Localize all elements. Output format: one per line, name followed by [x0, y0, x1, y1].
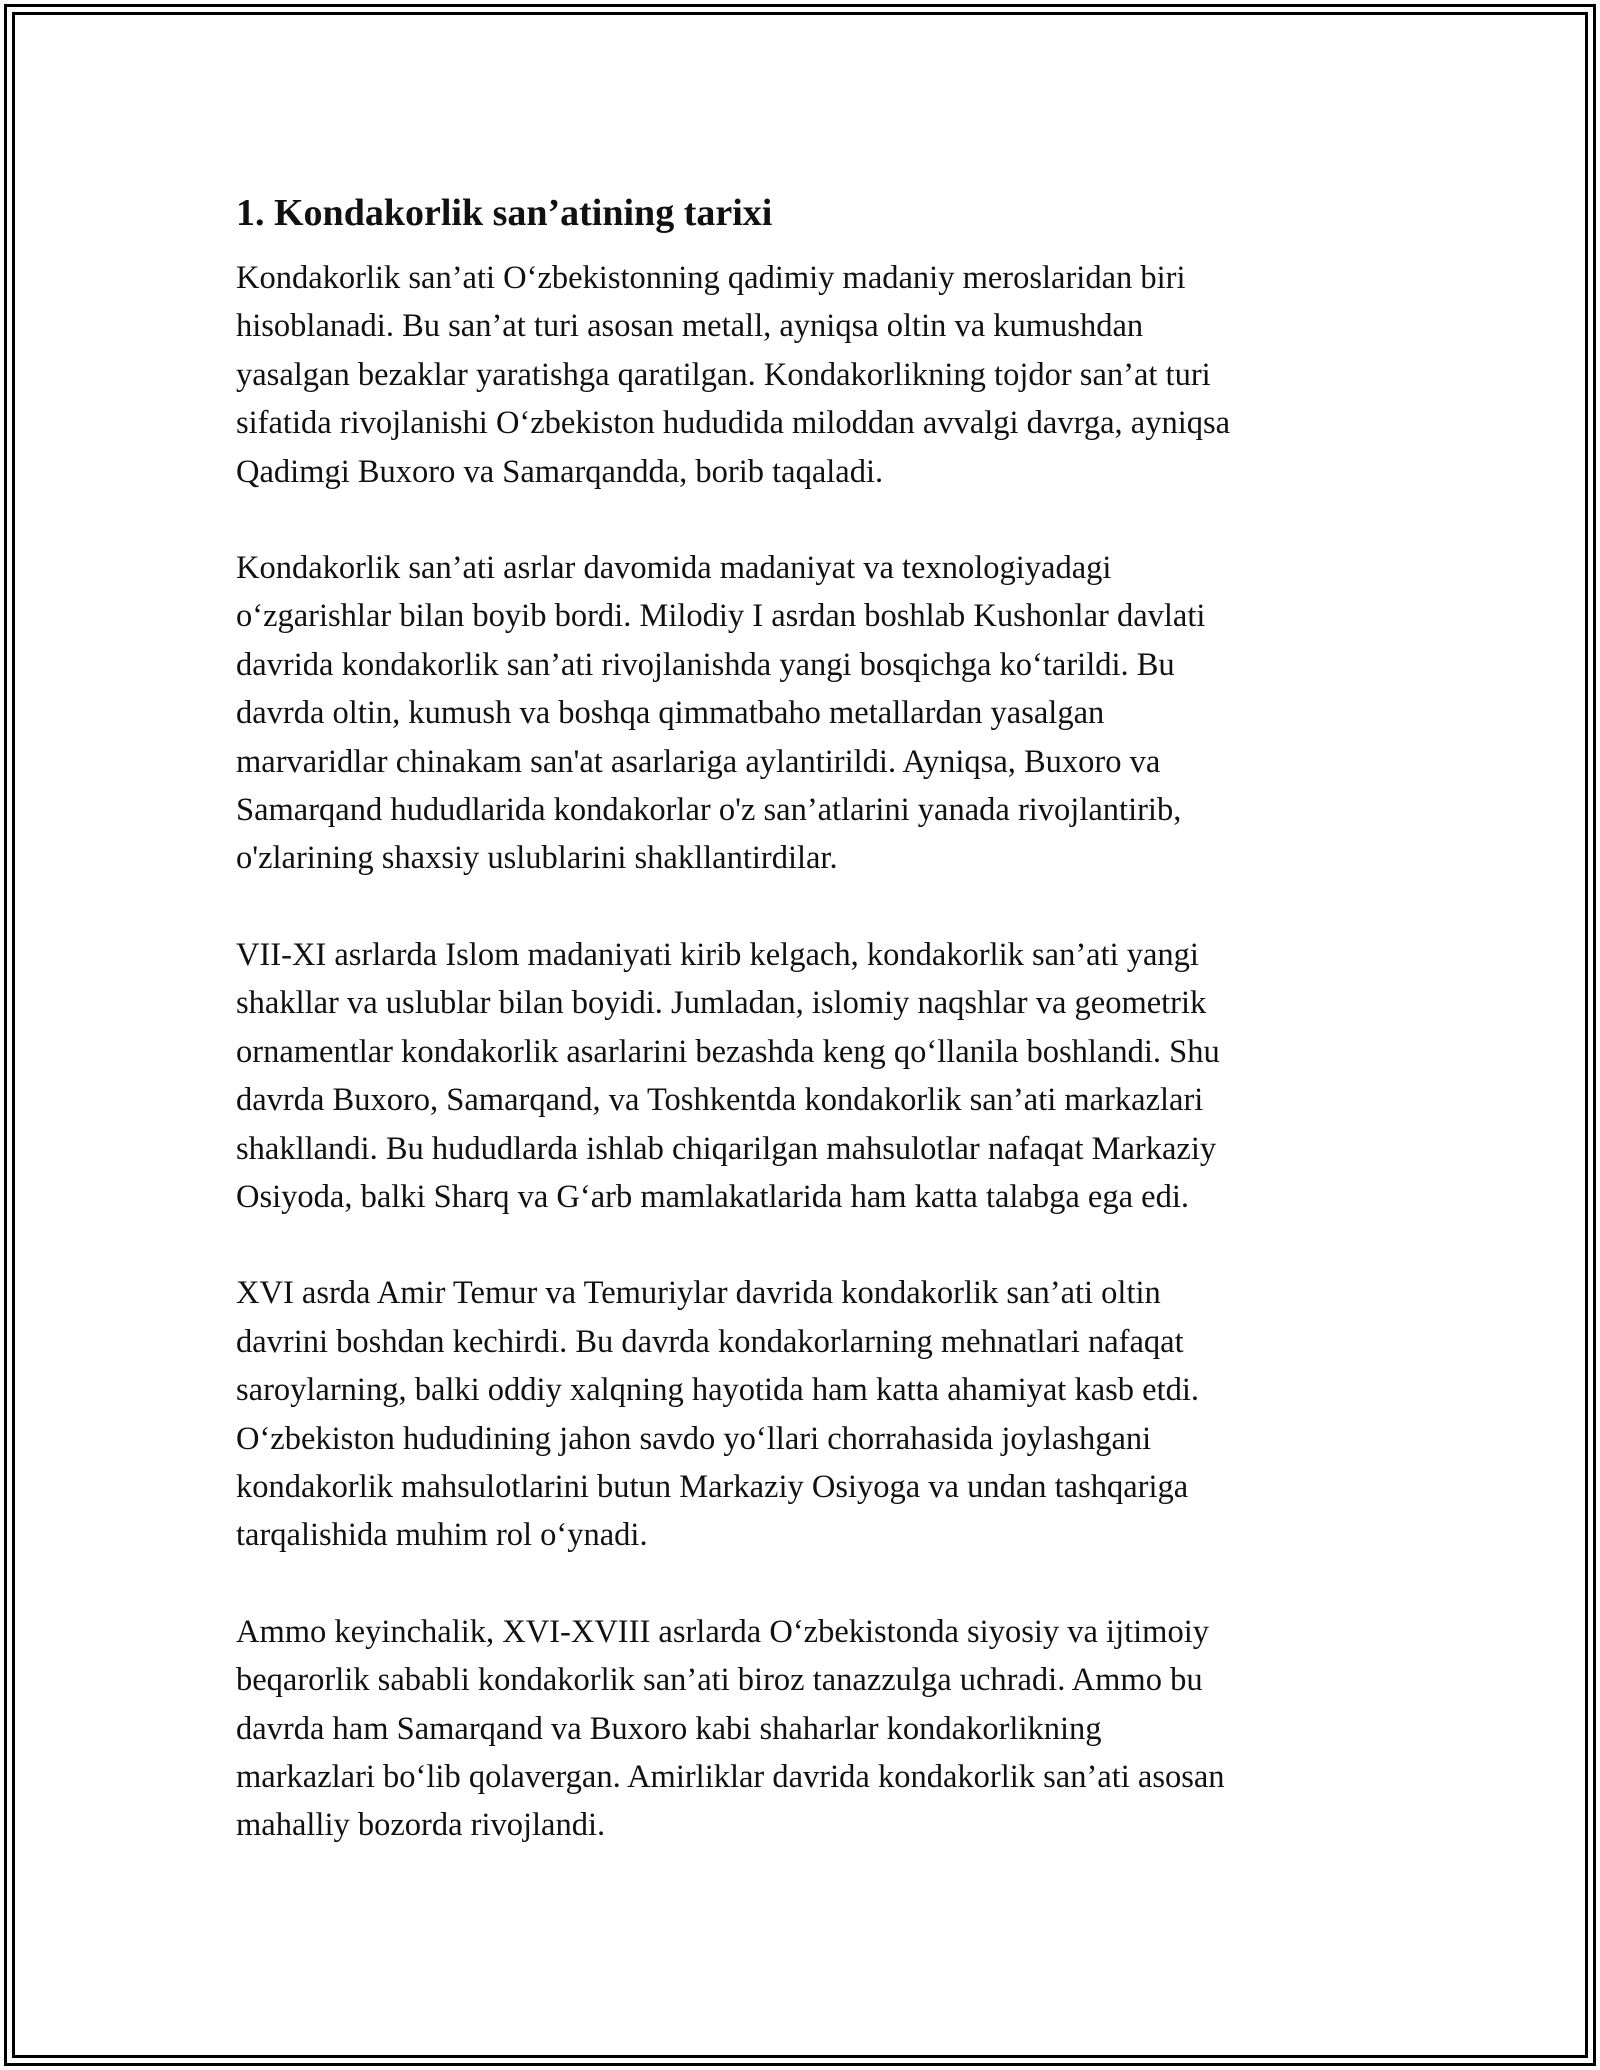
text-line: kondakorlik mahsulotlarini butun Markaziy Osiyoga va undan tashqariga — [236, 1468, 1189, 1505]
text-line: mahalliy bozorda rivojlandi. — [236, 1807, 606, 1844]
text-line: marvaridlar chinakam san'at asarlariga aylantirildi. Ayniqsa, Buxoro va — [236, 743, 1161, 780]
text-line: tarqalishida muhim rol o‘ynadi. — [236, 1517, 648, 1554]
text-line: shakllar va uslublar bilan boyidi. Jumladan, islomiy naqshlar va geometrik — [236, 985, 1207, 1022]
text-line: davrda ham Samarqand va Buxoro kabi shaharlar kondakorlikning — [236, 1710, 1102, 1747]
text-line: sifatida rivojlanishi O‘zbekiston hududida miloddan avvalgi davrga, ayniqsa — [236, 405, 1231, 442]
text-line: davrida kondakorlik san’ati rivojlanishda yangi bosqichga ko‘tarildi. Bu — [236, 646, 1175, 683]
paragraph-1 — [236, 254, 1366, 496]
text-line: davrda oltin, kumush va boshqa qimmatbaho metallardan yasalgan — [236, 695, 1105, 732]
text-line: XVI asrda Amir Temur va Temuriylar davrida kondakorlik san’ati oltin — [236, 1275, 1161, 1312]
text-line: o'zlarining shaxsiy uslublarini shakllantirdilar. — [236, 840, 838, 877]
text-line: beqarorlik sababli kondakorlik san’ati biroz tanazzulga uchradi. Ammo bu — [236, 1662, 1203, 1699]
text-line: O‘zbekiston hududining jahon savdo yo‘llari chorrahasida joylashgani — [236, 1420, 1152, 1457]
text-line: Kondakorlik san’ati asrlar davomida madaniyat va texnologiyadagi — [236, 550, 1112, 587]
text-line: davrda Buxoro, Samarqand, va Toshkentda kondakorlik san’ati markazlari — [236, 1082, 1204, 1119]
text-line: VII-XI asrlarda Islom madaniyati kirib kelgach, kondakorlik san’ati yangi — [236, 936, 1199, 973]
text-line: Kondakorlik san’ati O‘zbekistonning qadimiy madaniy meroslaridan biri — [236, 260, 1186, 296]
paragraph-4 — [236, 1269, 1366, 1559]
section-heading: 1. Kondakorlik san’atining tarixi — [236, 192, 773, 234]
heading-spacer — [236, 242, 1366, 254]
paragraph-3 — [236, 931, 1366, 1221]
document-body — [236, 184, 1366, 1850]
text-line: Ammo keyinchalik, XVI-XVIII asrlarda O‘zbekistonda siyosiy va ijtimoiy — [236, 1613, 1209, 1650]
paragraph-5 — [236, 1608, 1366, 1850]
paragraph-2 — [236, 544, 1366, 883]
text-line: markazlari bo‘lib qolavergan. Amirliklar davrida kondakorlik san’ati asosan — [236, 1758, 1225, 1795]
text-line: Qadimgi Buxoro va Samarqandda, borib taqaladi. — [236, 453, 884, 490]
text-line: ornamentlar kondakorlik asarlarini bezashda keng qo‘llanila boshlandi. Shu — [236, 1033, 1220, 1070]
text-line: Osiyoda, balki Sharq va G‘arb mamlakatlarida ham katta talabga ega edi. — [236, 1178, 1189, 1215]
text-line: davrini boshdan kechirdi. Bu davrda kondakorlarning mehnatlari nafaqat — [236, 1323, 1184, 1360]
text-line: saroylarning, balki oddiy xalqning hayotida ham katta ahamiyat kasb etdi. — [236, 1372, 1200, 1409]
text-line: hisoblanadi. Bu san’at turi asosan metall, ayniqsa oltin va kumushdan — [236, 308, 1144, 345]
text-line: Samarqand hududlarida kondakorlar o'z san’atlarini yanada rivojlantirib, — [236, 792, 1182, 829]
text-line: o‘zgarishlar bilan boyib bordi. Milodiy I asrdan boshlab Kushonlar davlati — [236, 598, 1206, 635]
text-line: shakllandi. Bu hududlarda ishlab chiqarilgan mahsulotlar nafaqat Markaziy — [236, 1130, 1217, 1167]
text-line: yasalgan bezaklar yaratishga qaratilgan. Kondakorlikning tojdor san’at turi — [236, 356, 1211, 393]
